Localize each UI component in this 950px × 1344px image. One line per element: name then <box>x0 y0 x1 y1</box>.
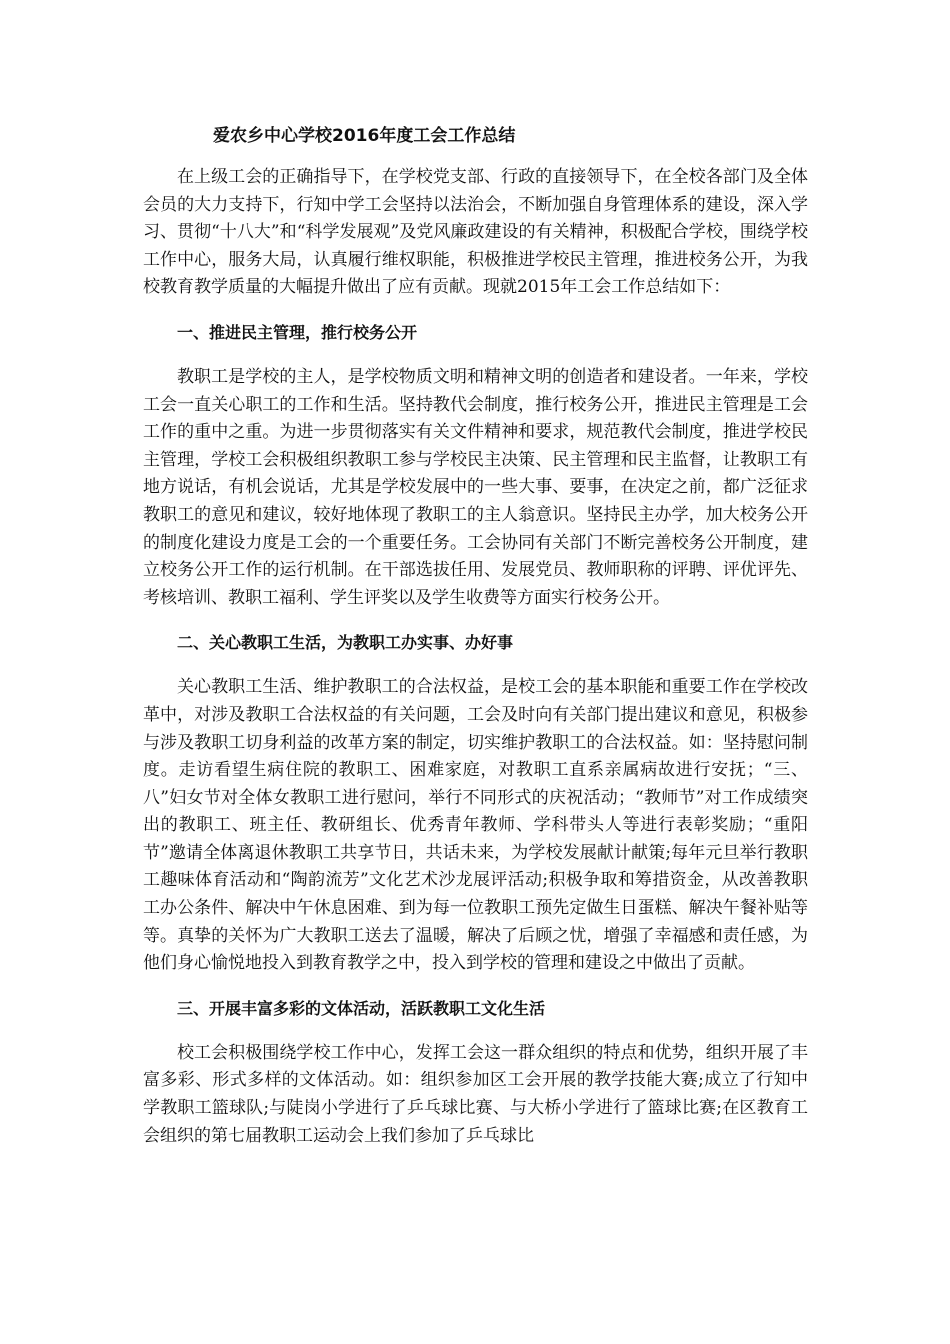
document-page <box>143 120 808 1150</box>
section-2-body: 关心教职工生活、维护教职工的合法权益，是校工会的基本职能和重要工作在学校改革中，对涉及教职工合法权益的有关问题，工会及时向有关部门提出建议和意见，积极参与涉及教职工切身利益的改革方案的制定，切实维护教职工的合法权益。如：坚持慰问制度。走访看望生病住院的教职工、困难家庭，对教职工直系亲属病故进行安抚；“三、八”妇女节对全体女教职工进行慰问，举行不同形式的庆祝活动；“教师节”对工作成绩突出的教职工、班主任、教研组长、优秀青年教师、学科带头人等进行表彰奖励；“重阳节”邀请全体离退休教职工共享节日，共话未来，为学校发展献计献策;每年元旦举行教职工趣味体育活动和“陶韵流芳”文化艺术沙龙展评活动;积极争取和筹措资金，从改善教职工办公条件、解决中午休息困难、到为每一位教职工预先定做生日蛋糕、解决午餐补贴等等。真挚的关怀为广大教职工送去了温暖，解决了后顾之忧，增强了幸福感和责任感，为他们身心愉悦地投入到教育教学之中，投入到学校的管理和建设之中做出了贡献。 <box>143 677 808 974</box>
section-3-body: 校工会积极围绕学校工作中心，发挥工会这一群众组织的特点和优势，组织开展了丰富多彩、形式多样的文体活动。如：组织参加区工会开展的教学技能大赛;成立了行知中学教职工篮球队;与陡岗小学进行了乒乓球比赛、与大桥小学进行了篮球比赛;在区教育工会组织的第七届教职工运动会上我们参加了乒乓球比 <box>143 1042 808 1146</box>
section-1-heading: 一、推进民主管理，推行校务公开 <box>177 322 418 342</box>
section-2-heading: 二、关心教职工生活，为教职工办实事、办好事 <box>177 633 514 653</box>
section-3-heading: 三、开展丰富多彩的文体活动，活跃教职工文化生活 <box>177 998 546 1018</box>
section-1-body: 教职工是学校的主人，是学校物质文明和精神文明的创造者和建设者。一年来，学校工会一直关心职工的工作和生活。坚持教代会制度，推行校务公开，推进民主管理是工会工作的重中之重。为进一步贯彻落实有关文件精神和要求，规范教代会制度，推进学校民主管理，学校工会积极组织教职工参与学校民主决策、民主管理和民主监督，让教职工有地方说话，有机会说话，尤其是学校发展中的一些大事、要事，在决定之前，都广泛征求教职工的意见和建议，较好地体现了教职工的主人翁意识。坚持民主办学，加大校务公开的制度化建设力度是工会的一个重要任务。工会协同有关部门不断完善校务公开制度，建立校务公开工作的运行机制。在干部选拔任用、发展党员、教师职称的评聘、评优评先、考核培训、教职工福利、学生评奖以及学生收费等方面实行校务公开。 <box>143 366 808 608</box>
document-title: 爱农乡中心学校2016年度工会工作总结 <box>213 126 516 146</box>
intro-paragraph: 在上级工会的正确指导下，在学校党支部、行政的直接领导下，在全校各部门及全体会员的大力支持下，行知中学工会坚持以法治会，不断加强自身管理体系的建设，深入学习、贯彻“十八大”和“科学发展观”及党风廉政建设的有关精神，积极配合学校，围绕学校工作中心，服务大局，认真履行维权职能，积极推进学校民主管理，推进校务公开，为我校教育教学质量的大幅提升做出了应有贡献。现就2015年工会工作总结如下： <box>143 167 808 298</box>
